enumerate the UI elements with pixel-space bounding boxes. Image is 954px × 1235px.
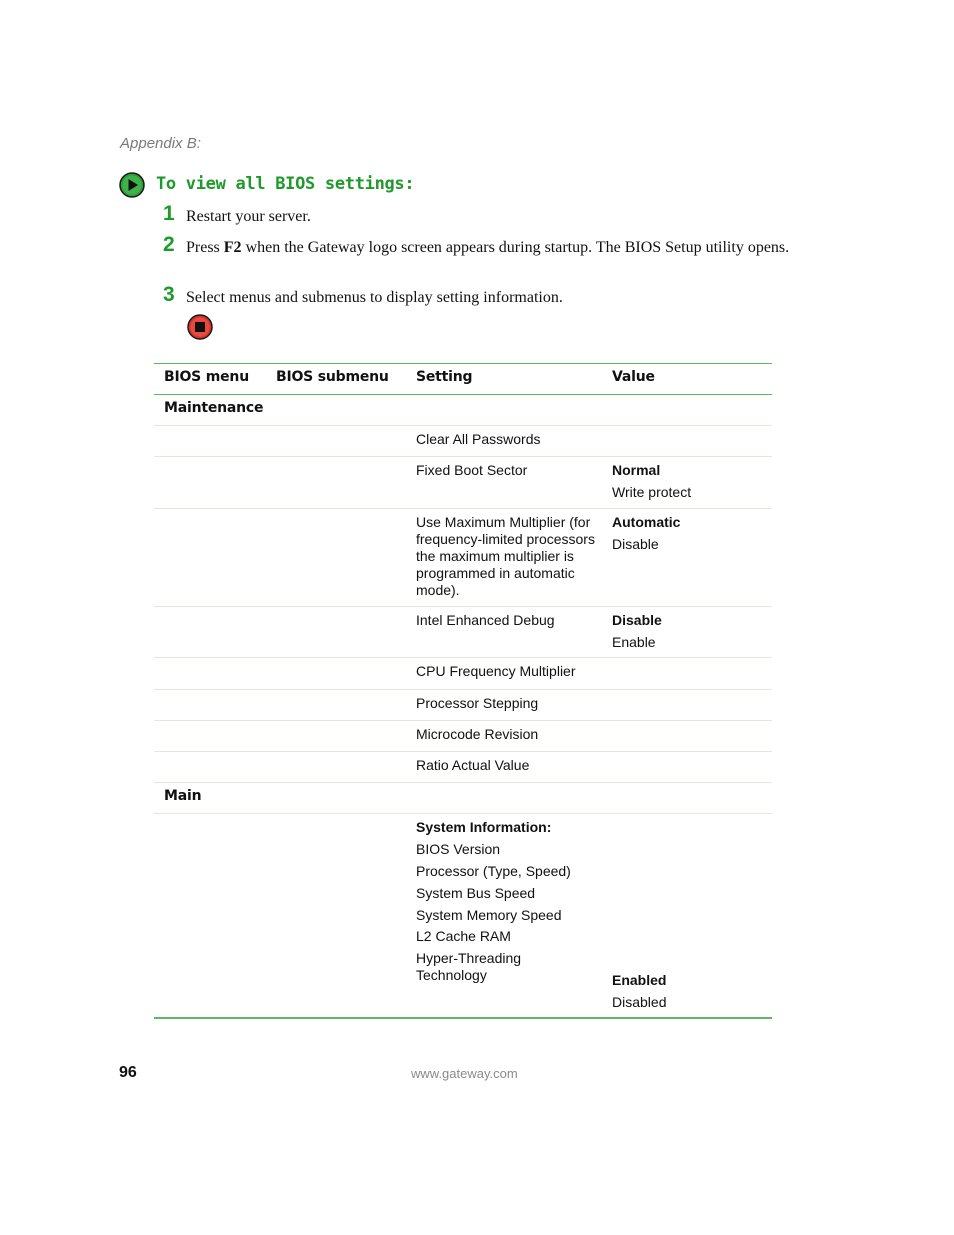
- step-text-2: Press F2 when the Gateway logo screen appears during startup. The BIOS Setup utility opens.: [186, 239, 790, 256]
- value-option: Enable: [612, 634, 656, 650]
- header-setting: Setting: [416, 369, 473, 385]
- value-default: Automatic: [612, 514, 681, 530]
- setting-processor-stepping: Processor Stepping: [416, 695, 539, 711]
- stop-icon: [187, 314, 213, 340]
- step-text-3: Select menus and submenus to display setting information.: [186, 289, 563, 306]
- setting-processor-type-speed: Processor (Type, Speed): [416, 863, 571, 879]
- setting-ratio-actual-value: Ratio Actual Value: [416, 757, 530, 773]
- value-option: Disabled: [612, 994, 667, 1010]
- setting-system-information-heading: System Information:: [416, 819, 552, 835]
- setting-cpu-frequency-multiplier: CPU Frequency Multiplier: [416, 663, 576, 679]
- setting-intel-enhanced-debug: Intel Enhanced Debug: [416, 612, 555, 628]
- play-icon: [119, 172, 145, 198]
- menu-main: Main: [164, 788, 202, 804]
- header-value: Value: [612, 369, 655, 385]
- procedure-title: To view all BIOS settings:: [156, 174, 415, 194]
- setting-l2-cache-ram: L2 Cache RAM: [416, 928, 511, 944]
- setting-microcode-revision: Microcode Revision: [416, 726, 539, 742]
- running-head: Appendix B:: [120, 135, 201, 152]
- menu-maintenance: Maintenance: [164, 400, 264, 416]
- footer-url: www.gateway.com: [411, 1066, 518, 1081]
- value-default: Enabled: [612, 972, 667, 988]
- page-number: 96: [119, 1064, 137, 1081]
- setting-clear-passwords: Clear All Passwords: [416, 431, 541, 447]
- bios-settings-table: [154, 363, 772, 1019]
- setting-fixed-boot-sector: Fixed Boot Sector: [416, 462, 528, 478]
- value-default: Normal: [612, 462, 661, 478]
- header-bios-menu: BIOS menu: [164, 369, 249, 385]
- setting-max-multiplier: Use Maximum Multiplier (for frequency-limited processors the maximum multiplier is programmed in automatic mode).: [416, 514, 595, 598]
- value-default: Disable: [612, 612, 662, 628]
- step-text-1: Restart your server.: [186, 208, 311, 225]
- step-number-2: 2: [163, 233, 175, 256]
- step-number-1: 1: [163, 202, 175, 225]
- step-number-3: 3: [163, 283, 175, 306]
- setting-system-memory-speed: System Memory Speed: [416, 907, 562, 923]
- value-option: Disable: [612, 536, 659, 552]
- value-option: Write protect: [612, 484, 692, 500]
- header-bios-submenu: BIOS submenu: [276, 369, 389, 385]
- setting-bios-version: BIOS Version: [416, 841, 501, 857]
- setting-hyper-threading: Hyper-Threading Technology: [416, 950, 522, 983]
- key-f2: F2: [223, 239, 242, 256]
- setting-system-bus-speed: System Bus Speed: [416, 885, 536, 901]
